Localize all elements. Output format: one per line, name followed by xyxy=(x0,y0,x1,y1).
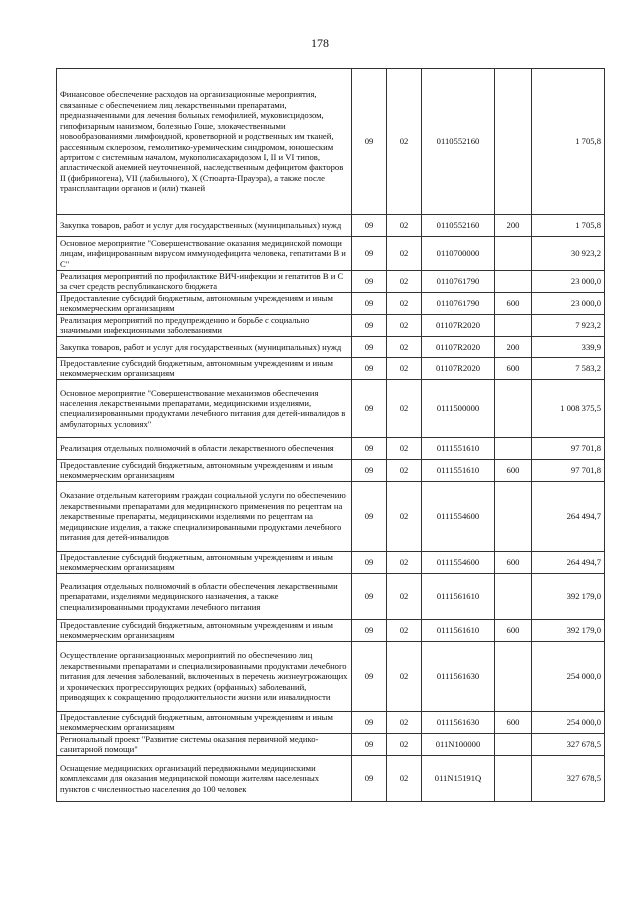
target-article-cell: 011N15191Q xyxy=(422,755,495,801)
amount-cell: 97 701,8 xyxy=(532,459,605,481)
subsection-code-cell: 02 xyxy=(387,215,422,237)
section-code-cell: 09 xyxy=(352,336,387,357)
row-name-cell: Закупка товаров, работ и услуг для государственных (муниципальных) нужд xyxy=(57,215,352,237)
target-article-cell: 011N100000 xyxy=(422,733,495,755)
amount-cell: 23 000,0 xyxy=(532,271,605,293)
table-row xyxy=(57,271,605,293)
target-article-cell: 0110700000 xyxy=(422,237,495,271)
amount-cell: 339,9 xyxy=(532,336,605,357)
row-name-cell: Основное мероприятие "Совершенствование оказания медицинской помощи лицам, инфицированным вирусом иммунодефицита человека, гепатитами B и C" xyxy=(57,237,352,271)
amount-cell: 327 678,5 xyxy=(532,733,605,755)
row-name-cell: Предоставление субсидий бюджетным, автономным учреждениям и иным некоммерческим организациям xyxy=(57,619,352,641)
row-name-cell: Предоставление субсидий бюджетным, автономным учреждениям и иным некоммерческим организациям xyxy=(57,711,352,733)
section-code-cell: 09 xyxy=(352,271,387,293)
expense-type-cell xyxy=(495,69,532,215)
row-name-cell: Региональный проект "Развитие системы оказания первичной медико-санитарной помощи" xyxy=(57,733,352,755)
table-row xyxy=(57,711,605,733)
expense-type-cell xyxy=(495,437,532,459)
section-code-cell: 09 xyxy=(352,619,387,641)
section-code-cell: 09 xyxy=(352,755,387,801)
amount-cell: 7 583,2 xyxy=(532,357,605,379)
table-row xyxy=(57,314,605,336)
target-article-cell: 0111500000 xyxy=(422,379,495,437)
table-row xyxy=(57,69,605,215)
target-article-cell: 0111554600 xyxy=(422,551,495,573)
row-name-cell: Реализация отдельных полномочий в области обеспечения лекарственными препаратами, изделиями медицинского назначения, а также специализированными продуктами лечебного питания xyxy=(57,573,352,619)
target-article-cell: 0110761790 xyxy=(422,292,495,314)
amount-cell: 254 000,0 xyxy=(532,641,605,711)
table-row xyxy=(57,619,605,641)
row-name-cell: Основное мероприятие "Совершенствование механизмов обеспечения населения лекарственными препаратами, медицинскими изделиями, специализированными продуктами лечебного питания для детей-инвалидов в амбулаторных условиях" xyxy=(57,379,352,437)
subsection-code-cell: 02 xyxy=(387,271,422,293)
target-article-cell: 01107R2020 xyxy=(422,314,495,336)
subsection-code-cell: 02 xyxy=(387,619,422,641)
row-name-cell: Осуществление организационных мероприятий по обеспечению лиц лекарственными препаратами и специализированными продуктами лечебного питания для лечения заболеваний, включенных в перечень жизнеугрожающих и хронических прогрессирующих редких (орфанных) заболеваний, приводящих к сокращению продолжительности жизни или инвалидности xyxy=(57,641,352,711)
target-article-cell: 0111551610 xyxy=(422,459,495,481)
section-code-cell: 09 xyxy=(352,237,387,271)
section-code-cell: 09 xyxy=(352,711,387,733)
target-article-cell: 0111561630 xyxy=(422,711,495,733)
target-article-cell: 0110552160 xyxy=(422,69,495,215)
section-code-cell: 09 xyxy=(352,357,387,379)
row-name-cell: Реализация отдельных полномочий в области лекарственного обеспечения xyxy=(57,437,352,459)
section-code-cell: 09 xyxy=(352,573,387,619)
subsection-code-cell: 02 xyxy=(387,573,422,619)
row-name-cell: Предоставление субсидий бюджетным, автономным учреждениям и иным некоммерческим организациям xyxy=(57,459,352,481)
subsection-code-cell: 02 xyxy=(387,357,422,379)
budget-table xyxy=(56,68,605,802)
table-row xyxy=(57,755,605,801)
row-name-cell: Оснащение медицинских организаций передвижными медицинскими комплексами для оказания медицинской помощи жителям населенных пунктов с численностью населения до 100 человек xyxy=(57,755,352,801)
amount-cell: 327 678,5 xyxy=(532,755,605,801)
subsection-code-cell: 02 xyxy=(387,314,422,336)
row-name-cell: Предоставление субсидий бюджетным, автономным учреждениям и иным некоммерческим организациям xyxy=(57,551,352,573)
section-code-cell: 09 xyxy=(352,215,387,237)
amount-cell: 392 179,0 xyxy=(532,573,605,619)
section-code-cell: 09 xyxy=(352,379,387,437)
table-row xyxy=(57,437,605,459)
subsection-code-cell: 02 xyxy=(387,237,422,271)
expense-type-cell xyxy=(495,641,532,711)
expense-type-cell xyxy=(495,271,532,293)
expense-type-cell xyxy=(495,481,532,551)
row-name-cell: Закупка товаров, работ и услуг для государственных (муниципальных) нужд xyxy=(57,336,352,357)
section-code-cell: 09 xyxy=(352,641,387,711)
row-name-cell: Финансовое обеспечение расходов на организационные мероприятия, связанные с обеспечением лиц лекарственными препаратами, предназначенными для лечения больных гемофилией, муковисцидозом, гипофизарным нанизмом, болезнью Гоше, злокачественными новообразованиями лимфоидной, кроветворной и родственных им тканей, рассеянным склерозом, гемолитико-уремическим синдромом, юношеским артритом с системным началом, мукополисахаридозом I, II и VI типов, апластической анемией неуточненной, наследственным дефицитом факторов II (фибриногена), VII (лабильного), X (Стюарта-Прауэра), а также после трансплантации органов и (или) тканей xyxy=(57,69,352,215)
expense-type-cell xyxy=(495,314,532,336)
expense-type-cell: 600 xyxy=(495,357,532,379)
expense-type-cell: 600 xyxy=(495,459,532,481)
table-row xyxy=(57,215,605,237)
subsection-code-cell: 02 xyxy=(387,551,422,573)
amount-cell: 264 494,7 xyxy=(532,481,605,551)
expense-type-cell xyxy=(495,733,532,755)
section-code-cell: 09 xyxy=(352,314,387,336)
table-row xyxy=(57,237,605,271)
row-name-cell: Реализация мероприятий по профилактике ВИЧ-инфекции и гепатитов B и C за счет средств республиканского бюджета xyxy=(57,271,352,293)
subsection-code-cell: 02 xyxy=(387,733,422,755)
target-article-cell: 0111561610 xyxy=(422,573,495,619)
subsection-code-cell: 02 xyxy=(387,755,422,801)
amount-cell: 264 494,7 xyxy=(532,551,605,573)
table-row xyxy=(57,641,605,711)
table-row xyxy=(57,336,605,357)
target-article-cell: 0111551610 xyxy=(422,437,495,459)
amount-cell: 254 000,0 xyxy=(532,711,605,733)
section-code-cell: 09 xyxy=(352,292,387,314)
subsection-code-cell: 02 xyxy=(387,459,422,481)
table-row xyxy=(57,459,605,481)
target-article-cell: 0111561630 xyxy=(422,641,495,711)
table-row xyxy=(57,357,605,379)
target-article-cell: 0111561610 xyxy=(422,619,495,641)
page-number: 178 xyxy=(311,36,329,50)
expense-type-cell: 200 xyxy=(495,215,532,237)
subsection-code-cell: 02 xyxy=(387,437,422,459)
expense-type-cell: 200 xyxy=(495,336,532,357)
budget-table-body xyxy=(57,69,605,802)
row-name-cell: Предоставление субсидий бюджетным, автономным учреждениям и иным некоммерческим организациям xyxy=(57,292,352,314)
amount-cell: 7 923,2 xyxy=(532,314,605,336)
expense-type-cell: 600 xyxy=(495,711,532,733)
table-row xyxy=(57,379,605,437)
subsection-code-cell: 02 xyxy=(387,292,422,314)
expense-type-cell xyxy=(495,237,532,271)
subsection-code-cell: 02 xyxy=(387,379,422,437)
subsection-code-cell: 02 xyxy=(387,69,422,215)
target-article-cell: 0110761790 xyxy=(422,271,495,293)
row-name-cell: Оказание отдельным категориям граждан социальной услуги по обеспечению лекарственными препаратами для медицинского применения по рецептам на лекарственные препараты, медицинскими изделиями по рецептам на медицинские изделия, а также специализированными продуктами лечебного питания для детей-инвалидов xyxy=(57,481,352,551)
amount-cell: 392 179,0 xyxy=(532,619,605,641)
section-code-cell: 09 xyxy=(352,459,387,481)
amount-cell: 1 705,8 xyxy=(532,215,605,237)
target-article-cell: 0110552160 xyxy=(422,215,495,237)
expense-type-cell: 600 xyxy=(495,619,532,641)
expense-type-cell: 600 xyxy=(495,551,532,573)
subsection-code-cell: 02 xyxy=(387,641,422,711)
amount-cell: 1 705,8 xyxy=(532,69,605,215)
expense-type-cell xyxy=(495,573,532,619)
row-name-cell: Предоставление субсидий бюджетным, автономным учреждениям и иным некоммерческим организациям xyxy=(57,357,352,379)
section-code-cell: 09 xyxy=(352,481,387,551)
section-code-cell: 09 xyxy=(352,437,387,459)
target-article-cell: 01107R2020 xyxy=(422,336,495,357)
subsection-code-cell: 02 xyxy=(387,336,422,357)
table-row xyxy=(57,481,605,551)
section-code-cell: 09 xyxy=(352,69,387,215)
target-article-cell: 01107R2020 xyxy=(422,357,495,379)
section-code-cell: 09 xyxy=(352,551,387,573)
section-code-cell: 09 xyxy=(352,733,387,755)
target-article-cell: 0111554600 xyxy=(422,481,495,551)
expense-type-cell xyxy=(495,755,532,801)
amount-cell: 30 923,2 xyxy=(532,237,605,271)
amount-cell: 1 008 375,5 xyxy=(532,379,605,437)
subsection-code-cell: 02 xyxy=(387,481,422,551)
expense-type-cell: 600 xyxy=(495,292,532,314)
subsection-code-cell: 02 xyxy=(387,711,422,733)
row-name-cell: Реализация мероприятий по предупреждению и борьбе с социально значимыми инфекционными заболеваниями xyxy=(57,314,352,336)
amount-cell: 97 701,8 xyxy=(532,437,605,459)
table-row xyxy=(57,573,605,619)
expense-type-cell xyxy=(495,379,532,437)
table-row xyxy=(57,551,605,573)
amount-cell: 23 000,0 xyxy=(532,292,605,314)
table-row xyxy=(57,733,605,755)
table-row xyxy=(57,292,605,314)
